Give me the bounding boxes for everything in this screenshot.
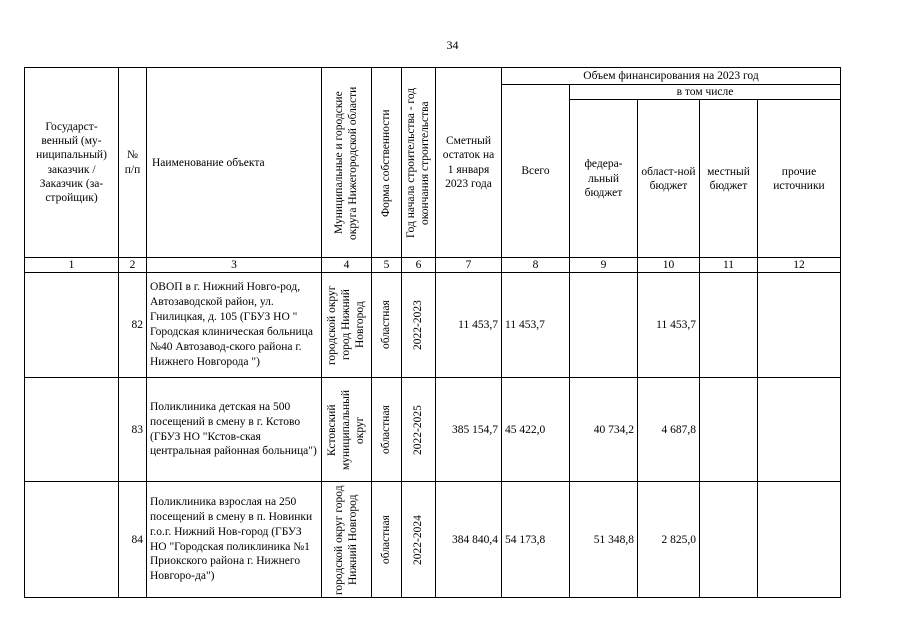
header-years: Год начала строительства - год окончания строительства bbox=[402, 68, 436, 258]
column-number: 2 bbox=[119, 258, 147, 273]
header-other: прочие источники bbox=[758, 100, 841, 258]
table-row bbox=[25, 273, 841, 378]
header-estimate: Сметный остаток на 1 января 2023 года bbox=[436, 68, 502, 258]
header-federal: федера-льный бюджет bbox=[570, 100, 638, 258]
cell-years: 2022-2025 bbox=[402, 378, 436, 482]
cell-customer bbox=[25, 273, 119, 378]
column-number: 8 bbox=[502, 258, 570, 273]
column-number: 7 bbox=[436, 258, 502, 273]
cell-municipality: городской округ город Нижний Новгород bbox=[322, 273, 372, 378]
header-num: № п/п bbox=[119, 68, 147, 258]
table-row bbox=[25, 482, 841, 598]
cell-municipality: городской округ город Нижний Новгород bbox=[322, 482, 372, 598]
column-number-row bbox=[25, 258, 841, 273]
cell-total: 45 422,0 bbox=[502, 378, 570, 482]
cell-local bbox=[700, 378, 758, 482]
funding-table bbox=[24, 67, 841, 598]
cell-ownership: областная bbox=[372, 378, 402, 482]
cell-federal: 51 348,8 bbox=[570, 482, 638, 598]
cell-other bbox=[758, 378, 841, 482]
header-object-name: Наименование объекта bbox=[147, 68, 322, 258]
cell-regional: 4 687,8 bbox=[638, 378, 700, 482]
cell-other bbox=[758, 482, 841, 598]
cell-local bbox=[700, 482, 758, 598]
cell-local bbox=[700, 273, 758, 378]
column-number: 4 bbox=[322, 258, 372, 273]
cell-years: 2022-2023 bbox=[402, 273, 436, 378]
column-number: 10 bbox=[638, 258, 700, 273]
page-number: 34 bbox=[446, 38, 459, 52]
column-number: 3 bbox=[147, 258, 322, 273]
table-row bbox=[25, 378, 841, 482]
cell-object-name: Поликлиника детская на 500 посещений в смену в г. Кстово (ГБУЗ НО "Кстов-ская центральная районная больница") bbox=[147, 378, 322, 482]
cell-customer bbox=[25, 482, 119, 598]
cell-ownership: областная bbox=[372, 482, 402, 598]
cell-municipality: Кстовский муниципальный округ bbox=[322, 378, 372, 482]
column-number: 6 bbox=[402, 258, 436, 273]
column-number: 1 bbox=[25, 258, 119, 273]
column-number: 11 bbox=[700, 258, 758, 273]
cell-regional: 11 453,7 bbox=[638, 273, 700, 378]
cell-total: 54 173,8 bbox=[502, 482, 570, 598]
header-customer: Государст-венный (му-ниципальный) заказчик / Заказчик (за-стройщик) bbox=[25, 68, 119, 258]
cell-object-name: Поликлиника взрослая на 250 посещений в смену в п. Новинки г.о.г. Нижний Нов-город (ГБУЗ НО "Городская поликлиника №1 Приокского района г. Нижнего Новгоро-да") bbox=[147, 482, 322, 598]
cell-num: 83 bbox=[119, 378, 147, 482]
column-number: 5 bbox=[372, 258, 402, 273]
cell-federal bbox=[570, 273, 638, 378]
column-number: 9 bbox=[570, 258, 638, 273]
header-including: в том числе bbox=[570, 85, 841, 100]
cell-other bbox=[758, 273, 841, 378]
cell-customer bbox=[25, 378, 119, 482]
column-number: 12 bbox=[758, 258, 841, 273]
cell-years: 2022-2024 bbox=[402, 482, 436, 598]
cell-total: 11 453,7 bbox=[502, 273, 570, 378]
header-funding-volume: Объем финансирования на 2023 год bbox=[502, 68, 841, 85]
header-local: местный бюджет bbox=[700, 100, 758, 258]
header-ownership: Форма собственности bbox=[372, 68, 402, 258]
cell-estimate: 11 453,7 bbox=[436, 273, 502, 378]
cell-num: 82 bbox=[119, 273, 147, 378]
cell-regional: 2 825,0 bbox=[638, 482, 700, 598]
cell-num: 84 bbox=[119, 482, 147, 598]
cell-object-name: ОВОП в г. Нижний Новго-род, Автозаводской район, ул. Гнилицкая, д. 105 (ГБУЗ НО " Городская клиническая больница №40 Автозавод-ского района г. Нижнего Новгорода ") bbox=[147, 273, 322, 378]
cell-estimate: 385 154,7 bbox=[436, 378, 502, 482]
header-regional: област-ной бюджет bbox=[638, 100, 700, 258]
header-total: Всего bbox=[502, 85, 570, 258]
cell-ownership: областная bbox=[372, 273, 402, 378]
cell-estimate: 384 840,4 bbox=[436, 482, 502, 598]
header-municipality: Муниципальные и городские округа Нижегородской области bbox=[322, 68, 372, 258]
cell-federal: 40 734,2 bbox=[570, 378, 638, 482]
